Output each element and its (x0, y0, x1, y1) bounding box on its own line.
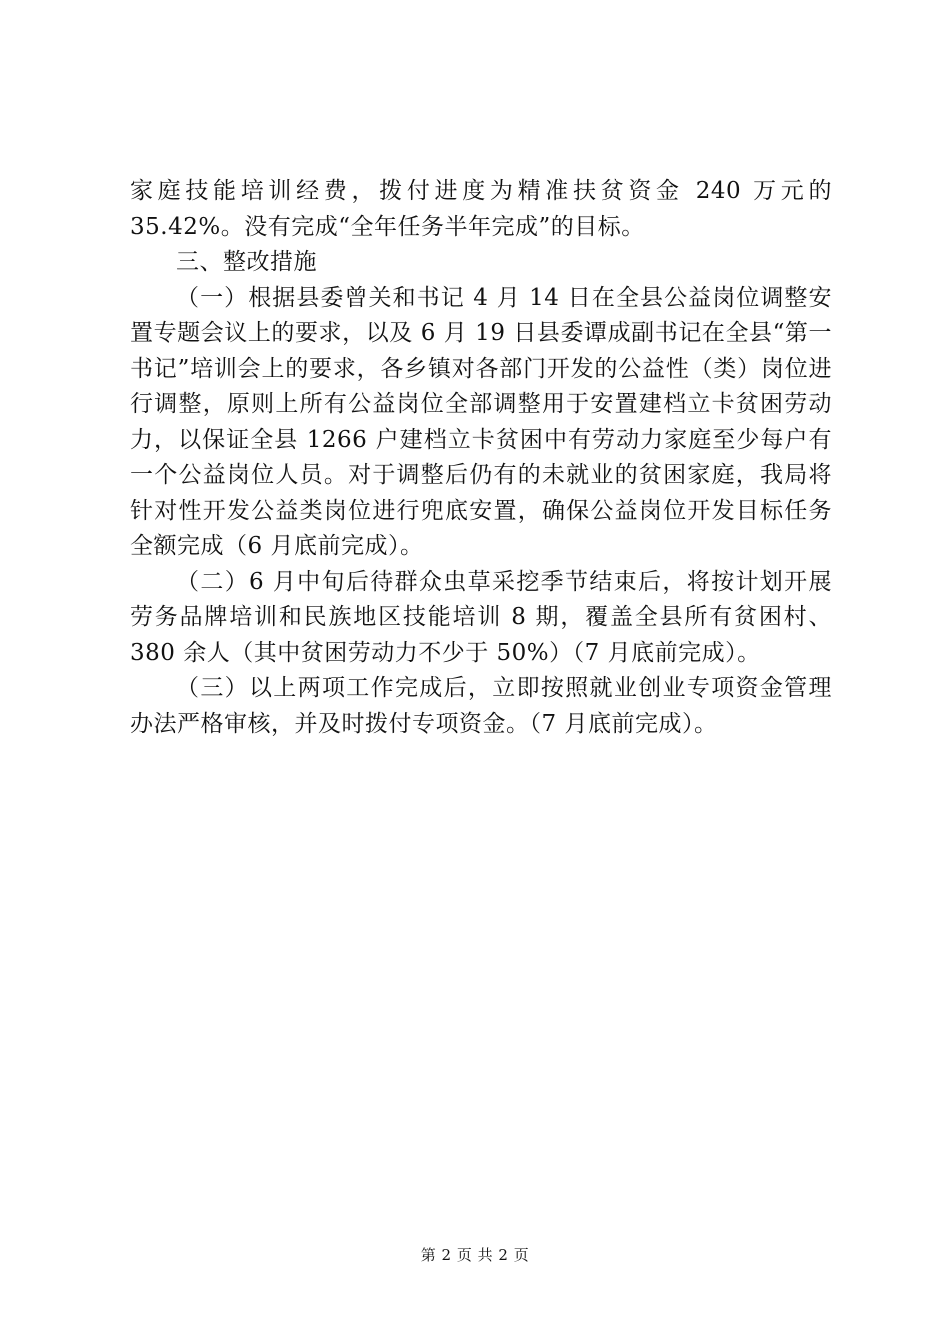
page-footer: 第 2 页 共 2 页 (420, 1246, 530, 1264)
paragraph-measure-1: （一）根据县委曾关和书记 4 月 14 日在全县公益岗位调整安置专题会议上的要求，以及 6 月 19 日县委谭成副书记在全县“第一书记”培训会上的要求，各乡镇对各部门开发的公益性（类）岗位进行调整，原则上所有公益岗位全部调整用于安置建档立卡贫困劳动力，以保证全县 1266 户建档立卡贫困中有劳动力家庭至少每户有一个公益岗位人员。对于调整后仍有的未就业的贫困家庭，我局将针对性开发公益类岗位进行兜底安置，确保公益岗位开发目标任务全额完成（6 月底前完成）。 (130, 284, 832, 559)
section-heading: 三、整改措施 (176, 249, 317, 275)
document-body (130, 174, 832, 742)
paragraph-continuation: 家庭技能培训经费，拨付进度为精准扶贫资金 240 万元的 35.42%。没有完成“全年任务半年完成”的目标。 (130, 178, 832, 240)
paragraph-measure-3: （三）以上两项工作完成后，立即按照就业创业专项资金管理办法严格审核，并及时拨付专项资金。（7 月底前完成）。 (130, 675, 832, 737)
paragraph-measure-2: （二）6 月中旬后待群众虫草采挖季节结束后，将按计划开展劳务品牌培训和民族地区技能培训 8 期，覆盖全县所有贫困村、380 余人（其中贫困劳动力不少于 50%）（7 月底前完成）。 (130, 568, 832, 666)
